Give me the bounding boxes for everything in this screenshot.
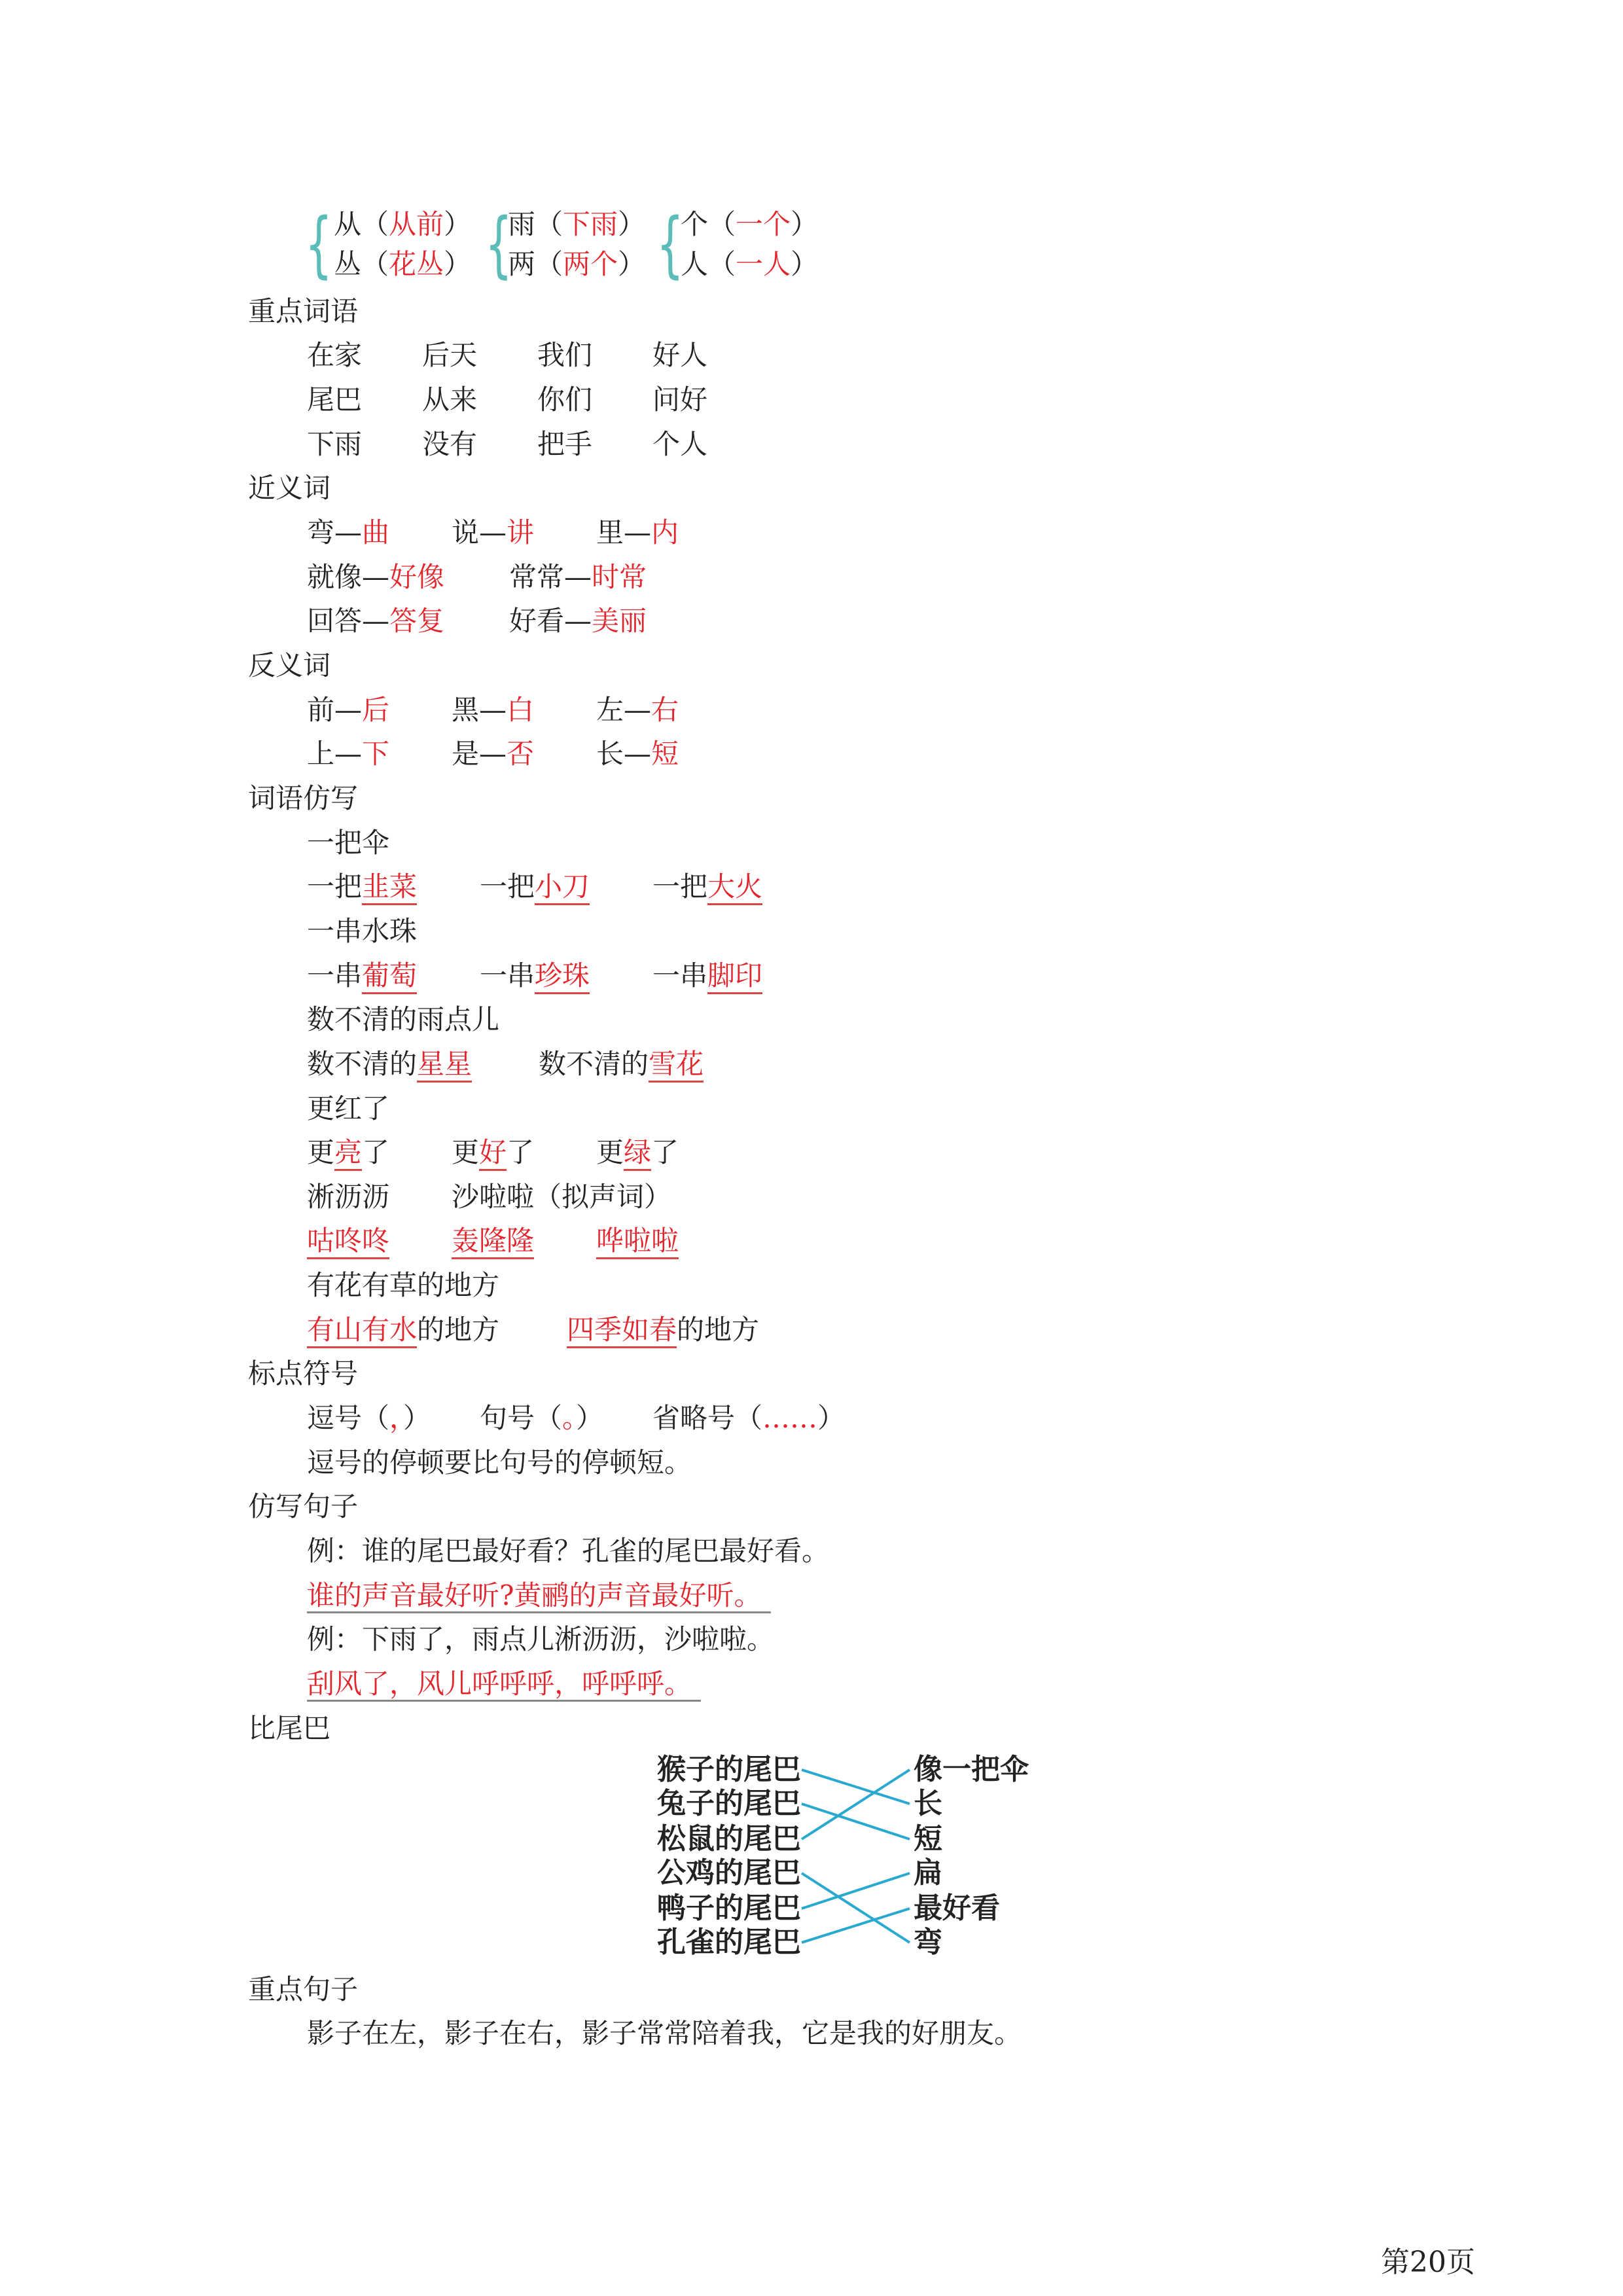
answer: 咕咚咚 [307,1225,389,1257]
char-group-row: 人（一人） [681,248,819,280]
word: 我们 [537,339,593,371]
word: 问好 [652,384,708,416]
char-group-row: 个（一个） [681,208,819,240]
word-pair: 弯—曲 [307,516,390,548]
word: 把手 [537,428,593,460]
answer: 哗啦啦 [596,1225,679,1257]
word-pair: 里—内 [596,516,679,548]
tail-right-item: 短 [914,1822,942,1856]
word: 在家 [307,339,363,371]
period-item: 句号（。） [480,1402,604,1434]
key-sentence: 影子在左，影子在右，影子常常陪着我，它是我的好朋友。 [307,2017,1022,2049]
answer: 更亮了 [307,1136,389,1169]
example-sentence: 例：谁的尾巴最好看？孔雀的尾巴最好看。 [307,1535,830,1567]
example: 数不清的雨点儿 [307,1003,500,1035]
word-pair: 黑—白 [452,694,535,726]
answer-sentence: 刮风了，风儿呼呼呼，呼呼呼。 [307,1668,701,1700]
answer-sentence: 谁的声音最好听?黄鹂的声音最好听。 [307,1579,771,1612]
tail-right-item: 长 [914,1787,942,1820]
answer: 轰隆隆 [452,1225,534,1257]
ellipsis-item: 省略号（……） [652,1402,846,1434]
word-pair: 是—否 [452,738,535,770]
word: 没有 [422,428,478,460]
section-heading: 近义词 [248,472,331,504]
match-line [802,1909,910,1943]
word-pair: 前—后 [307,694,390,726]
brace-icon: { [656,202,684,286]
word-pair: 常常—时常 [509,561,647,593]
word: 好人 [652,339,708,371]
tail-right-item: 弯 [914,1926,942,1959]
char-group-row: 从（从前） [334,208,472,240]
char-group-row: 雨（下雨） [508,208,646,240]
char-group-row: 丛（花丛） [334,248,472,280]
answer: 一把韭菜 [307,870,417,903]
word-pair: 说—讲 [452,516,535,548]
answer: 一把小刀 [480,870,590,903]
example: 沙啦啦（拟声词） [452,1181,672,1213]
section-heading: 重点句子 [248,1973,359,2005]
page-number: 第20页 [1381,2246,1475,2279]
word-pair: 长—短 [596,738,679,770]
example-sentence: 例：下雨了，雨点儿淅沥沥，沙啦啦。 [307,1623,775,1655]
section-heading: 比尾巴 [248,1712,331,1744]
tail-right-item: 扁 [914,1856,942,1890]
word: 下雨 [307,428,363,460]
tail-right-item: 最好看 [914,1892,1000,1925]
section-heading: 标点符号 [248,1357,359,1390]
tail-left-item: 猴子的尾巴 [657,1753,801,1786]
tail-left-item: 孔雀的尾巴 [657,1926,801,1959]
char-group-row: 两（两个） [508,248,646,280]
section-heading: 仿写句子 [248,1490,359,1522]
word-pair: 好看—美丽 [509,605,647,637]
comma-item: 逗号（，） [307,1402,431,1434]
answer: 一串葡萄 [307,960,417,992]
tail-left-item: 公鸡的尾巴 [657,1856,801,1890]
word: 你们 [537,384,593,416]
answer: 一串珍珠 [480,960,590,992]
answer: 有山有水的地方 [307,1314,499,1346]
note: 逗号的停顿要比句号的停顿短。 [307,1446,692,1479]
example: 有花有草的地方 [307,1269,500,1301]
tail-right-item: 像一把伞 [914,1753,1029,1786]
answer: 四季如春的地方 [567,1314,759,1346]
section-heading: 词语仿写 [248,782,359,814]
match-line [802,1770,910,1839]
answer: 更绿了 [596,1136,679,1169]
word-pair: 左—右 [596,694,679,726]
word-pair: 上—下 [307,738,390,770]
tail-left-item: 兔子的尾巴 [657,1787,801,1820]
brace-icon: { [305,202,332,286]
section-heading: 反义词 [248,649,331,681]
answer: 数不清的星星 [307,1048,472,1081]
word: 后天 [422,339,478,371]
word: 从来 [422,384,478,416]
example: 淅沥沥 [307,1181,390,1213]
answer: 一把大火 [652,870,762,903]
example: 一串水珠 [307,915,418,947]
match-line [802,1873,910,1909]
word-pair: 就像—好像 [307,561,445,593]
example: 更红了 [307,1092,390,1124]
match-line [802,1873,910,1943]
brace-icon: { [485,202,512,286]
tail-left-item: 鸭子的尾巴 [657,1892,801,1925]
section-heading: 重点词语 [248,295,359,327]
word-pair: 回答—答复 [307,605,445,637]
tail-left-item: 松鼠的尾巴 [657,1822,801,1856]
answer: 更好了 [452,1136,534,1169]
answer: 一串脚印 [652,960,762,992]
answer: 数不清的雪花 [539,1048,704,1081]
example: 一把伞 [307,827,390,859]
word: 尾巴 [307,384,363,416]
match-line [802,1804,910,1839]
word: 个人 [652,428,708,460]
match-line [802,1770,910,1804]
